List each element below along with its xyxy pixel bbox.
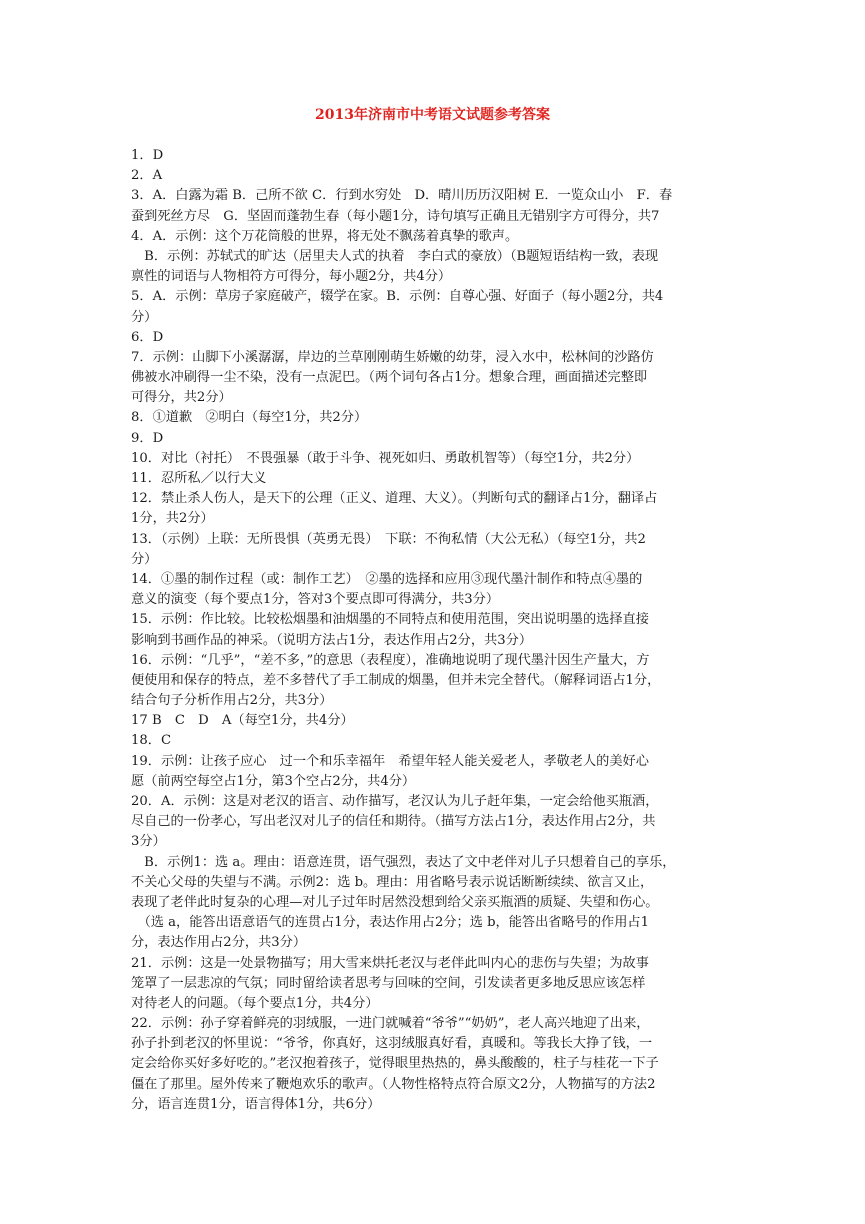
answer-line: 1分，共2分）	[131, 511, 214, 527]
answer-line: B．示例：苏轼式的旷达（居里夫人式的执着 李白式的豪放）（B题短语结构一致，表现	[131, 248, 659, 264]
document-title: 2013年济南市中考语文试题参考答案	[315, 107, 550, 123]
answer-line: （选 a，能答出语意语气的连贯占1分，表达作用占2分；选 b，能答出省略号的作用占1	[131, 915, 650, 931]
answer-line: 10．对比（衬托） 不畏强暴（敢于斗争、视死如归、勇敢机智等）（每空1分，共2分）	[131, 450, 640, 466]
answer-line: 7．示例：山脚下小溪潺潺，岸边的兰草刚刚萌生娇嫩的幼芽，浸入水中，松林间的沙路仿	[131, 349, 654, 365]
answer-line: 结合句子分析作用占2分，共3分）	[131, 693, 333, 709]
answer-line: 11．忍所私／以行大义	[131, 471, 267, 486]
answer-line: 5．A．示例：草房子家庭破产，辍学在家。B．示例：自尊心强、好面子（每小题2分，共4	[131, 289, 664, 305]
answer-line: 表现了老伴此时复杂的心理—对儿子过年时居然没想到给父亲买瓶酒的质疑、失望和伤心。	[131, 894, 659, 910]
answer-line: 定会给你买好多好吃的。”老汉抱着孩子，觉得眼里热热的，鼻头酸酸的，柱子与桂花一下子	[131, 1056, 659, 1072]
answer-line: 分）	[131, 551, 158, 567]
answer-line: 19．示例：让孩子应心 过一个和乐幸福年 希望年轻人能关爱老人，孝敬老人的美好心	[131, 753, 649, 769]
answer-line: 18．C	[131, 733, 172, 749]
answer-line: 9．D	[131, 430, 164, 446]
answer-line: 愿（前两空每空占1分，第3个空占2分，共4分）	[131, 773, 416, 789]
answer-line: 13．（示例）上联：无所畏惧（英勇无畏） 下联：不徇私情（大公无私）（每空1分，共2	[131, 531, 646, 547]
answer-line: 21．示例：这是一处景物描写；用大雪来烘托老汉与老伴此叫内心的悲伤与失望；为故事	[131, 955, 649, 971]
answer-line: 不关心父母的失望与不满。示例2：选 b。理由：用省略号表示说话断断续续、欲言又止，	[131, 874, 654, 890]
answer-line: 14．①墨的制作过程（或：制作工艺） ②墨的选择和应用③现代墨汁制作和特点④墨的	[131, 571, 643, 587]
answer-line: 1．D	[131, 148, 164, 163]
answer-line: 分，语言连贯1分，语言得体1分，共6分）	[131, 1096, 381, 1112]
answer-line: 影响到书画作品的神采。（说明方法占1分，表达作用占2分，共3分）	[131, 632, 533, 648]
answer-line: 僵在了那里。屋外传来了鞭炮欢乐的歌声。（人物性格特点符合原文2分，人物描写的方法2	[131, 1076, 656, 1092]
answer-line: 分，表达作用占2分，共3分）	[131, 935, 307, 951]
answer-line: 8．①道歉 ②明白（每空1分，共2分）	[131, 410, 368, 426]
answer-line: 便使用和保存的特点，差不多替代了手工制成的烟墨，但并未完全替代。（解释词语占1分，	[131, 672, 661, 688]
answer-line: 12．禁止杀人伤人，是天下的公理（正义、道理、大义）。（判断句式的翻译占1分，翻译占	[131, 491, 658, 507]
answer-line: 意义的演变（每个要点1分，答对3个要点即可得满分，共3分）	[131, 592, 500, 608]
answer-line: 佛被水冲刷得一尘不染，没有一点泥巴。（两个词句各占1分。想象合理，画面描述完整即	[131, 370, 648, 386]
answer-line: 22．示例：孙子穿着鲜亮的羽绒服，一进门就喊着“爷爷”“奶奶”，老人高兴地迎了出来，	[131, 1016, 650, 1032]
answer-line: 蚕到死丝方尽 G．坚固而蓬勃生春（每小题1分，诗句填写正确且无错别字方可得分，共7	[131, 208, 660, 224]
answer-line: 尽自己的一份孝心，写出老汉对儿子的信任和期待。（描写方法占1分，表达作用占2分，共	[131, 814, 656, 830]
answer-line: B．示例1：选 a。理由：语意连贯，语气强烈，表达了文中老伴对儿子只想着自己的享乐，	[131, 854, 676, 870]
answer-line: 可得分，共2分）	[131, 390, 232, 406]
answer-line: 笼罩了一层悲凉的气氛；同时留给读者思考与回味的空间，引发读者更多地反思应该怎样	[131, 975, 646, 991]
answer-line: 16．示例：“几乎”，“差不多，”的意思（表程度），准确地说明了现代墨汁因生产量大，方	[131, 652, 650, 668]
answer-line: 17 B C D A（每空1分，共4分）	[131, 713, 354, 729]
answer-line: 4．A．示例：这个万花筒般的世界，将无处不飘荡着真挚的歌声。	[131, 228, 519, 244]
answer-line: 20．A．示例：这是对老汉的语言、动作描写，老汉认为儿子赶年集，一定会给他买瓶酒，	[131, 794, 659, 809]
answer-line: 3．A．白露为霜 B．己所不欲 C．行到水穷处 D．晴川历历汉阳树 E．一览众山小 F．春	[131, 188, 673, 204]
answer-line: 禀性的词语与人物相符方可得分，每小题2分，共4分）	[131, 269, 452, 285]
answer-line: 3分）	[131, 834, 166, 850]
answer-line: 对待老人的问题。（每个要点1分，共4分）	[131, 995, 379, 1011]
answer-line: 2．A	[131, 168, 163, 184]
answer-line: 分）	[131, 309, 158, 325]
answer-line: 15．示例：作比较。比较松烟墨和油烟墨的不同特点和使用范围，突出说明墨的选择直接	[131, 612, 649, 628]
answer-list	[131, 146, 739, 1115]
answer-line: 6．D	[131, 329, 164, 345]
answer-line: 孙子扑到老汉的怀里说：“爷爷，你真好，这羽绒服真好看，真暖和。等我长大挣了钱，一	[131, 1036, 653, 1052]
